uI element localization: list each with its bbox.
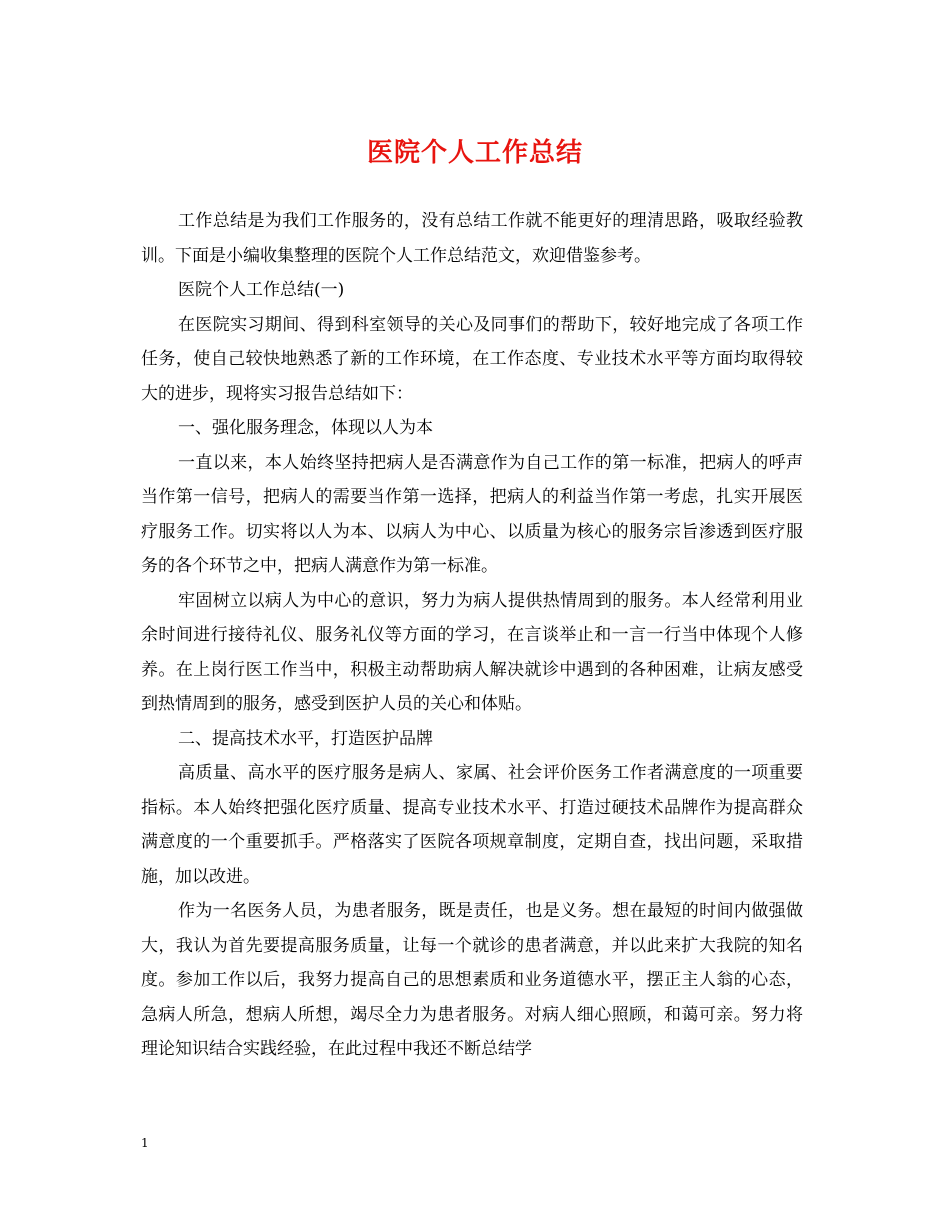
paragraph-quality: 高质量、高水平的医疗服务是病人、家属、社会评价医务工作者满意度的一项重要指标。本人始终把强化医疗质量、提高专业技术水平、打造过硬技术品牌作为提高群众满意度的一个重要抓手。严格落实了医院各项规章制度，定期自查，找出问题，采取措施，加以改进。 bbox=[141, 763, 803, 887]
page-number: 1 bbox=[141, 1136, 149, 1150]
section-heading-summary-one: 医院个人工作总结(一) bbox=[178, 280, 345, 300]
section-heading-service-concept: 一、强化服务理念，体现以人为本 bbox=[178, 418, 433, 438]
paragraph-patient-first: 一直以来，本人始终坚持把病人是否满意作为自己工作的第一标准，把病人的呼声当作第一信号，把病人的需要当作第一选择，把病人的利益当作第一考虑，扎实开展医疗服务工作。切实将以人为本、以病人为中心、以质量为核心的服务宗旨渗透到医疗服务的各个环节之中，把病人满意作为第一标准。 bbox=[141, 452, 803, 576]
paragraph-internship: 在医院实习期间、得到科室领导的关心及同事们的帮助下，较好地完成了各项工作任务，使自己较快地熟悉了新的工作环境，在工作态度、专业技术水平等方面均取得较大的进步，现将实习报告总结如下： bbox=[141, 314, 803, 404]
document-body bbox=[141, 204, 803, 1067]
document-title: 医院个人工作总结 bbox=[366, 138, 583, 168]
paragraph-intro: 工作总结是为我们工作服务的，没有总结工作就不能更好的理清思路，吸取经验教训。下面是小编收集整理的医院个人工作总结范文，欢迎借鉴参考。 bbox=[141, 211, 803, 266]
paragraph-responsibility: 作为一名医务人员，为患者服务，既是责任，也是义务。想在最短的时间内做强做大，我认为首先要提高服务质量，让每一个就诊的患者满意，并以此来扩大我院的知名度。参加工作以后，我努力提高自己的思想素质和业务道德水平，摆正主人翁的心态，急病人所急，想病人所想，竭尽全力为患者服务。对病人细心照顾，和蔼可亲。努力将理论知识结合实践经验，在此过程中我还不断总结学 bbox=[141, 901, 803, 1059]
paragraph-patient-centered: 牢固树立以病人为中心的意识，努力为病人提供热情周到的服务。本人经常利用业余时间进行接待礼仪、服务礼仪等方面的学习，在言谈举止和一言一行当中体现个人修养。在上岗行医工作当中，积极主动帮助病人解决就诊中遇到的各种困难，让病友感受到热情周到的服务，感受到医护人员的关心和体贴。 bbox=[141, 590, 803, 714]
section-heading-technical-level: 二、提高技术水平，打造医护品牌 bbox=[178, 728, 433, 749]
